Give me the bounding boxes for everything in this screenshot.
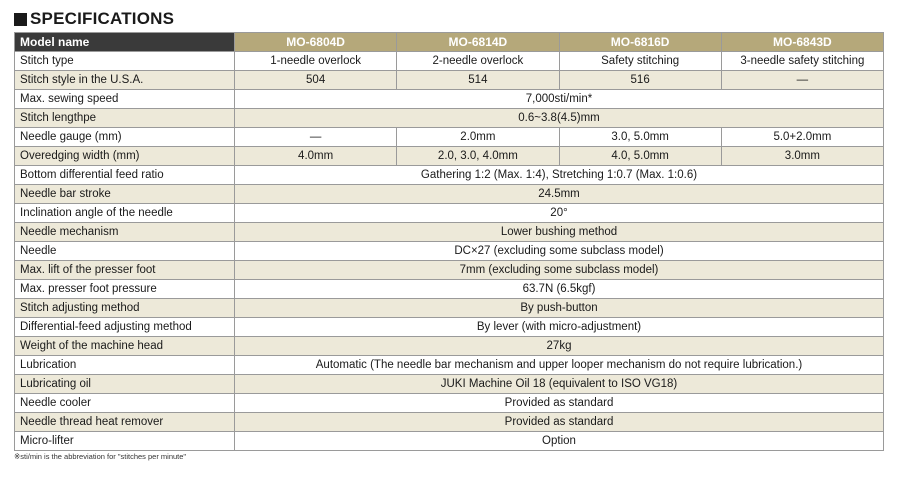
table-row [15,147,884,166]
table-row [15,128,884,147]
model-header: MO-6816D [559,33,721,52]
table-row [15,356,884,375]
row-label: Needle [15,242,235,261]
specifications-table [14,32,884,451]
table-row [15,52,884,71]
table-row [15,204,884,223]
row-value: 20° [235,204,884,223]
row-value: 0.6~3.8(4.5)mm [235,109,884,128]
table-row [15,299,884,318]
model-header: MO-6814D [397,33,559,52]
row-value: 3-needle safety stitching [721,52,883,71]
table-row [15,280,884,299]
row-value: 1-needle overlock [235,52,397,71]
row-label: Stitch type [15,52,235,71]
row-value: 7mm (excluding some subclass model) [235,261,884,280]
row-label: Differential-feed adjusting method [15,318,235,337]
row-label: Max. lift of the presser foot [15,261,235,280]
row-value: By push-button [235,299,884,318]
row-value: Automatic (The needle bar mechanism and upper looper mechanism do not require lubrication.) [235,356,884,375]
row-value: 2.0, 3.0, 4.0mm [397,147,559,166]
row-label: Lubrication [15,356,235,375]
row-label: Max. sewing speed [15,90,235,109]
page-title: SPECIFICATIONS [30,9,175,28]
table-row [15,166,884,185]
table-row [15,261,884,280]
row-label: Needle gauge (mm) [15,128,235,147]
table-row [15,223,884,242]
row-label: Micro-lifter [15,432,235,451]
row-value: By lever (with micro-adjustment) [235,318,884,337]
row-value: 24.5mm [235,185,884,204]
row-value: 5.0+2.0mm [721,128,883,147]
row-label: Max. presser foot pressure [15,280,235,299]
row-label: Overedging width (mm) [15,147,235,166]
table-row [15,109,884,128]
row-value: Gathering 1:2 (Max. 1:4), Stretching 1:0.7 (Max. 1:0.6) [235,166,884,185]
row-value: — [721,71,883,90]
row-value: — [235,128,397,147]
row-value: 516 [559,71,721,90]
page-title-row [14,9,174,29]
model-header: MO-6804D [235,33,397,52]
row-value: 4.0, 5.0mm [559,147,721,166]
table-row [15,242,884,261]
row-label: Needle cooler [15,394,235,413]
table-row [15,185,884,204]
row-label: Inclination angle of the needle [15,204,235,223]
header-row [15,33,884,52]
row-value: 7,000sti/min* [235,90,884,109]
table-row [15,71,884,90]
row-value: 3.0mm [721,147,883,166]
row-label: Stitch lengthpe [15,109,235,128]
row-value: 2.0mm [397,128,559,147]
row-value: 2-needle overlock [397,52,559,71]
row-value: Option [235,432,884,451]
table-row [15,337,884,356]
header-label: Model name [15,33,235,52]
row-value: Lower bushing method [235,223,884,242]
model-header: MO-6843D [721,33,883,52]
row-label: Needle thread heat remover [15,413,235,432]
row-label: Lubricating oil [15,375,235,394]
table-row [15,432,884,451]
row-label: Stitch style in the U.S.A. [15,71,235,90]
row-label: Needle bar stroke [15,185,235,204]
row-value: DC×27 (excluding some subclass model) [235,242,884,261]
table-body [15,52,884,451]
title-square-icon [14,13,27,26]
row-label: Bottom differential feed ratio [15,166,235,185]
table-row [15,318,884,337]
table-row [15,90,884,109]
row-value: Provided as standard [235,394,884,413]
row-label: Weight of the machine head [15,337,235,356]
table-row [15,413,884,432]
row-value: 4.0mm [235,147,397,166]
table-row [15,375,884,394]
row-value: 504 [235,71,397,90]
row-value: Provided as standard [235,413,884,432]
row-label: Needle mechanism [15,223,235,242]
row-value: 514 [397,71,559,90]
row-value: Safety stitching [559,52,721,71]
row-value: 3.0, 5.0mm [559,128,721,147]
footnote: ※sti/min is the abbreviation for "stitches per minute" [14,452,187,461]
row-value: 63.7N (6.5kgf) [235,280,884,299]
table-header [15,33,884,52]
table-row [15,394,884,413]
row-value: JUKI Machine Oil 18 (equivalent to ISO VG18) [235,375,884,394]
row-label: Stitch adjusting method [15,299,235,318]
row-value: 27kg [235,337,884,356]
